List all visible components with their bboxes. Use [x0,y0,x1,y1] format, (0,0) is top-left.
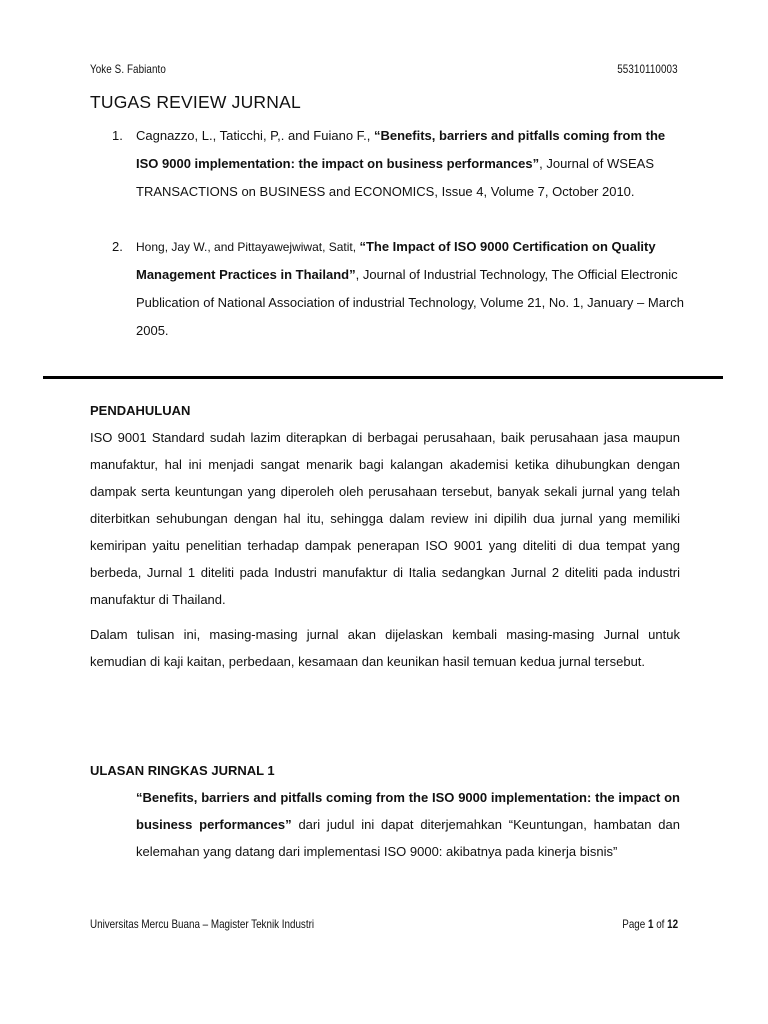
reference-source: , Journal of Industrial Technology, The Official Electronic Publication of National Association of industrial Technology, Volume 21, No. 1, January – March 2005. [136,267,684,338]
footer-page-number [622,917,678,931]
section-heading: ULASAN RINGKAS JURNAL 1 [90,763,275,778]
reference-number: 2. [112,239,123,254]
header-author: Yoke S. Fabianto [90,62,166,76]
quote-text: dari judul ini dapat diterjemahkan “Keuntungan, hambatan dan kelemahan yang datang dari implementasi ISO 9000: akibatnya pada kinerja bisnis” [136,817,680,859]
paragraph: Dalam tulisan ini, masing-masing jurnal akan dijelaskan kembali masing-masing Jurnal untuk kemudian di kaji kaitan, perbedaan, kesamaan dan keunikan hasil temuan kedua jurnal tersebut. [90,627,680,669]
document-title: TUGAS REVIEW JURNAL [90,92,301,112]
page-current: 1 [647,917,654,931]
reference-article-title: “Benefits, barriers and pitfalls coming from the ISO 9000 implementation: the impact on business performances” [136,128,666,171]
reference-authors: Cagnazzo, L., Taticchi, P,. and Fuiano F., [136,128,374,143]
footer-institution: Universitas Mercu Buana – Magister Teknik Industri [90,917,315,931]
reference-number: 1. [112,128,123,143]
page-of: of [653,917,668,931]
section-divider [43,376,723,379]
reference-article-title: “The Impact of ISO 9000 Certification on Quality Management Practices in Thailand” [136,239,656,282]
quote-title: “Benefits, barriers and pitfalls coming from the ISO 9000 implementation: the impact on business performances” [136,790,680,832]
reference-item-1 [90,122,690,206]
section-heading: PENDAHULUAN [90,403,191,418]
page-total: 12 [667,917,678,931]
journal-title-quote [90,784,680,865]
reference-source: , Journal of WSEAS TRANSACTIONS on BUSINESS and ECONOMICS, Issue 4, Volume 7, October 2010. [136,156,654,199]
page-word: Page [622,917,648,931]
reference-item-2 [90,233,690,345]
header-student-id: 55310110003 [617,62,678,76]
reference-list [90,122,690,372]
pendahuluan-section [90,398,680,613]
reference-authors: Hong, Jay W., and Pittayawejwiwat, Satit, [136,240,360,254]
paragraph: ISO 9001 Standard sudah lazim diterapkan di berbagai perusahaan, baik perusahaan jasa maupun manufaktur, hal ini menjadi sangat menarik bagi kalangan akademisi ketika dihubungkan dengan dampak serta keuntungan yang diperoleh oleh perusahaan tersebut, banyak sekali jurnal yang telah diterbitkan sehubungan dengan hal itu, sehingga dalam review ini dipilih dua jurnal yang memiliki kemiripan yaitu penelitian terhadap dampak penerapan ISO 9001 yang diteliti di dua tempat yang berbeda, Jurnal 1 diteliti pada Industri manufaktur di Italia sedangkan Jurnal 2 diteliti pada industri manufaktur di Thailand. [90,430,680,607]
ulasan-section [90,758,680,865]
